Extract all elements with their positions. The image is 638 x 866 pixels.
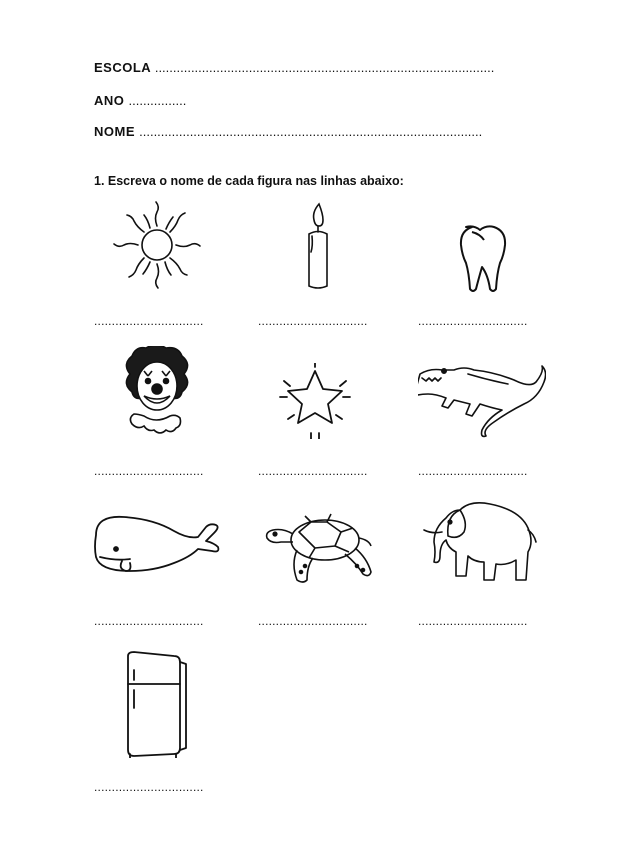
sun-icon [110,200,205,290]
refrigerator-icon [120,650,188,758]
answer-line-clown[interactable]: ............................... [94,464,204,478]
name-line[interactable]: ............................................................................................... [139,124,483,139]
exercise-instruction: 1. Escreva o nome de cada figura nas linhas abaixo: [94,174,404,188]
answer-line-crocodile[interactable]: ............................... [418,464,528,478]
school-line[interactable]: .............................................................................................. [154,60,495,75]
name-label: NOME [94,124,135,139]
candle-icon [303,200,333,292]
answer-line-whale[interactable]: ............................... [94,614,204,628]
whale-icon [92,513,220,579]
star-icon [278,363,352,439]
school-label: ESCOLA [94,60,151,75]
answer-line-sun[interactable]: ............................... [94,314,204,328]
year-label: ANO [94,93,125,108]
crocodile-icon [418,360,546,440]
school-field [94,60,494,75]
year-field [94,93,186,108]
year-line[interactable]: ................ [128,93,187,108]
answer-line-elephant[interactable]: ............................... [418,614,528,628]
turtle-icon [265,510,377,586]
name-field [94,124,482,139]
answer-line-star[interactable]: ............................... [258,464,368,478]
answer-line-tooth[interactable]: ............................... [418,314,528,328]
answer-line-candle[interactable]: ............................... [258,314,368,328]
answer-line-refrigerator[interactable]: ............................... [94,780,204,794]
clown-icon [118,346,196,434]
tooth-icon [452,224,508,292]
elephant-icon [420,500,538,586]
answer-line-turtle[interactable]: ............................... [258,614,368,628]
